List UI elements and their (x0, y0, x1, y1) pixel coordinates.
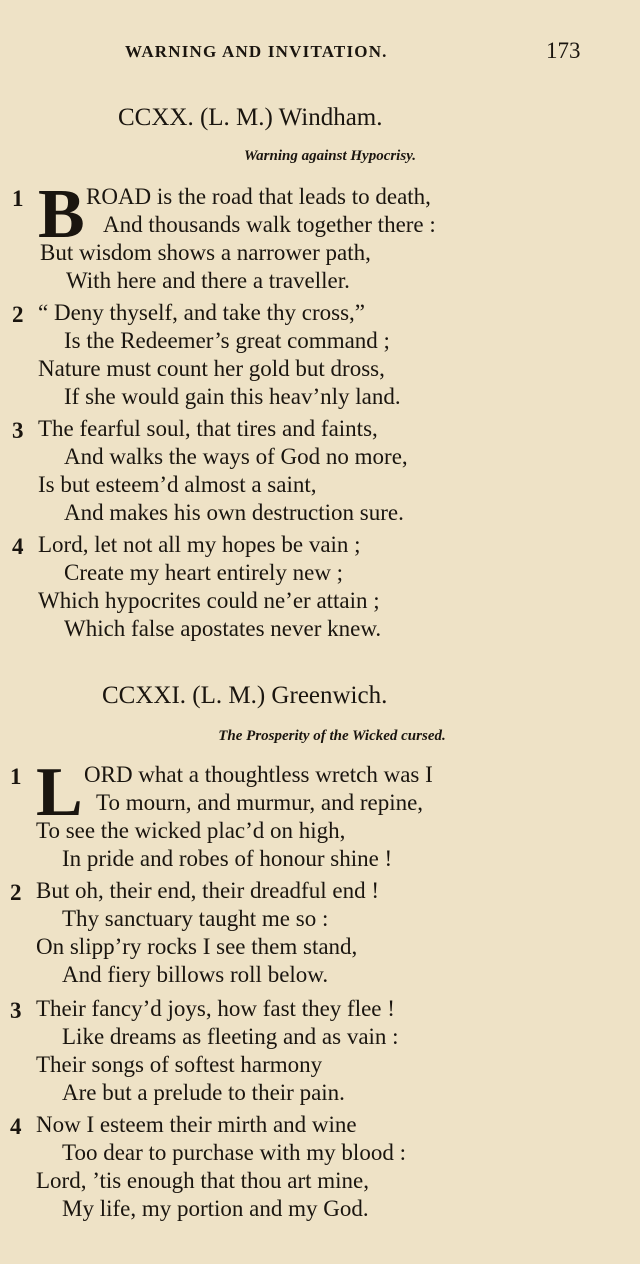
verse-line: Like dreams as fleeting and as vain : (62, 1024, 399, 1049)
verse-line: In pride and robes of honour shine ! (62, 846, 393, 871)
stanza-number: 1 (12, 186, 24, 211)
verse-line: Which hypocrites could ne’er attain ; (38, 588, 380, 613)
verse-line: Are but a prelude to their pain. (62, 1080, 345, 1105)
verse-line: Their fancy’d joys, how fast they flee ! (36, 996, 395, 1021)
verse-line: My life, my portion and my God. (62, 1196, 369, 1221)
verse-line: Their songs of softest harmony (36, 1052, 323, 1077)
verse-line: But oh, their end, their dreadful end ! (36, 878, 379, 903)
verse-line: On slipp’ry rocks I see them stand, (36, 934, 358, 959)
verse-line: Nature must count her gold but dross, (38, 356, 385, 381)
verse-line: With here and there a traveller. (66, 268, 350, 293)
verse-line: To mourn, and murmur, and repine, (96, 790, 424, 815)
hymn-subtitle: Warning against Hypocrisy. (243, 148, 417, 164)
verse-line: Which false apostates never knew. (64, 616, 382, 641)
drop-cap: L (36, 754, 83, 831)
verse-line: “ Deny thyself, and take thy cross,” (38, 300, 366, 325)
stanza-number: 3 (12, 418, 24, 443)
page-number: 173 (546, 38, 581, 63)
stanza-number: 2 (12, 302, 24, 327)
stanza-number: 4 (10, 1114, 22, 1139)
stanza-number: 2 (10, 880, 22, 905)
verse-line: If she would gain this heav’nly land. (64, 384, 401, 409)
verse-line: And walks the ways of God no more, (64, 444, 408, 469)
hymn-heading: CCXXI. (L. M.) Greenwich. (102, 682, 388, 709)
verse-line: Lord, ’tis enough that thou art mine, (36, 1168, 370, 1193)
running-head-title: WARNING AND INVITATION. (125, 42, 388, 61)
verse-line: Lord, let not all my hopes be vain ; (38, 532, 361, 557)
verse-line: ROAD is the road that leads to death, (86, 184, 431, 209)
stanza-number: 1 (10, 764, 22, 789)
verse-line: Too dear to purchase with my blood : (62, 1140, 406, 1165)
verse-line: And makes his own destruction sure. (64, 500, 404, 525)
stanza-number: 4 (12, 534, 24, 559)
verse-line: ORD what a thoughtless wretch was I (84, 762, 433, 787)
verse-line: But wisdom shows a narrower path, (40, 240, 371, 265)
verse-line: The fearful soul, that tires and faints, (38, 416, 378, 441)
verse-line: Now I esteem their mirth and wine (36, 1112, 357, 1137)
verse-line: Create my heart entirely new ; (64, 560, 344, 585)
verse-line: To see the wicked plac’d on high, (36, 818, 346, 843)
hymn-subtitle: The Prosperity of the Wicked cursed. (218, 728, 446, 744)
verse-line: Thy sanctuary taught me so : (62, 906, 329, 931)
hymn-heading: CCXX. (L. M.) Windham. (118, 104, 383, 131)
stanza-number: 3 (10, 998, 22, 1023)
verse-line: And fiery billows roll below. (62, 962, 329, 987)
verse-line: And thousands walk together there : (103, 212, 436, 237)
verse-line: Is but esteem’d almost a saint, (38, 472, 317, 497)
drop-cap: B (38, 176, 85, 253)
running-head (0, 38, 640, 68)
verse-line: Is the Redeemer’s great command ; (64, 328, 390, 353)
